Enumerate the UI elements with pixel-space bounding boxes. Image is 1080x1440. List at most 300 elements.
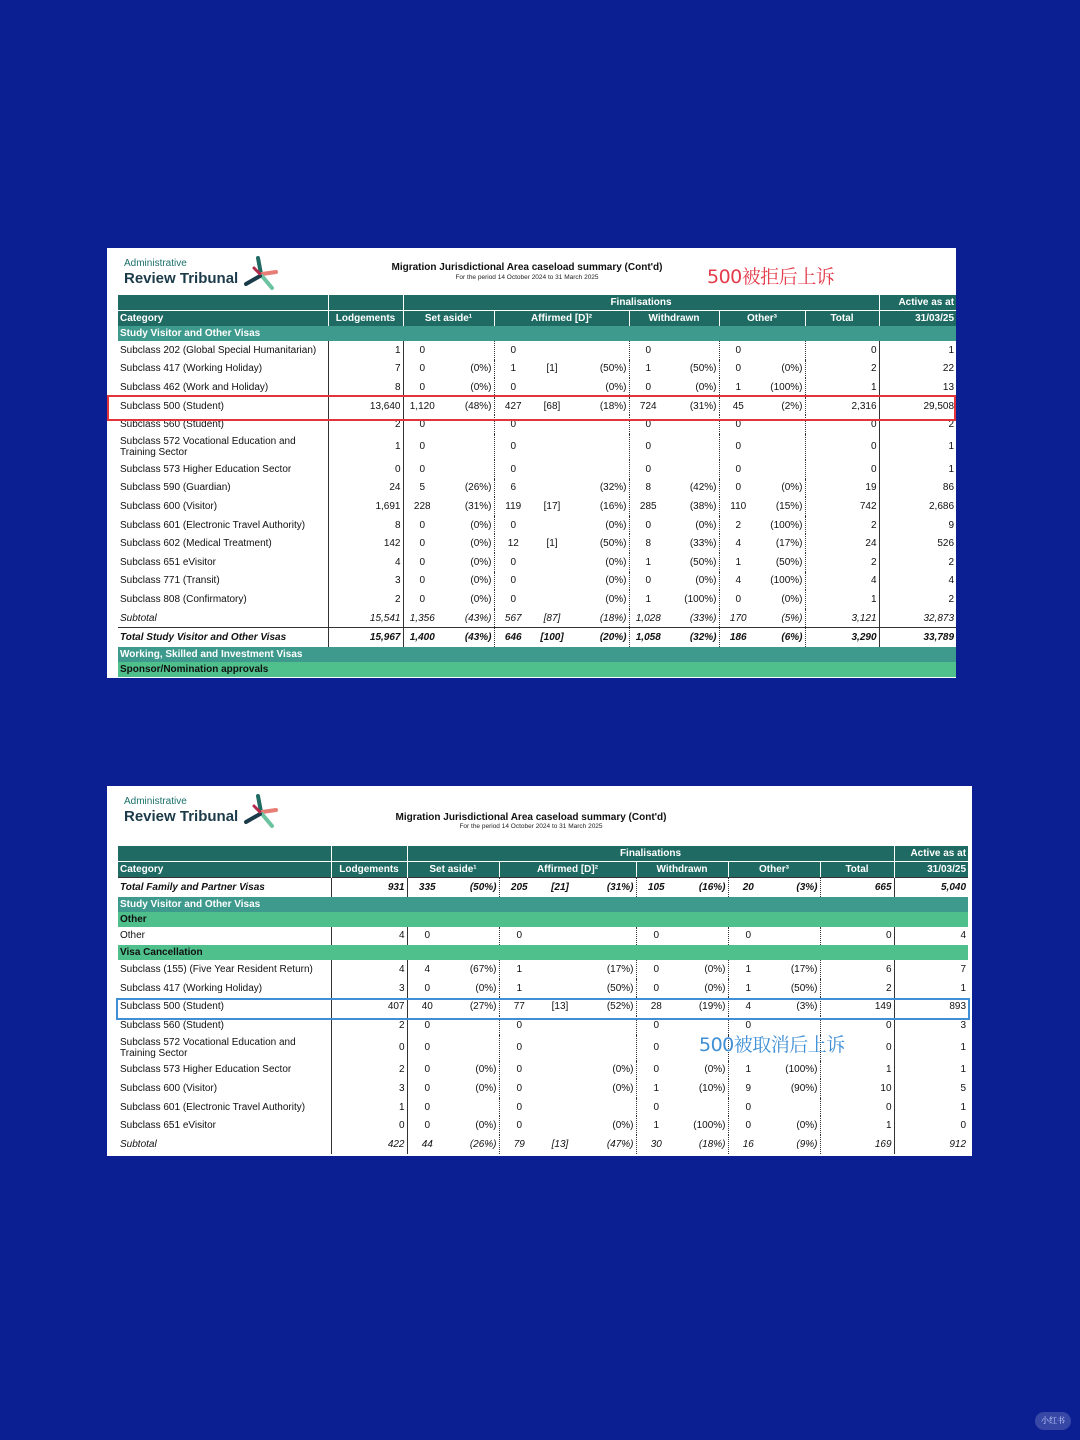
row-affirmed: 0 xyxy=(510,519,517,531)
table-row xyxy=(118,979,968,998)
row-set-aside: 1,120 xyxy=(409,400,435,412)
row-affirmed: 1 xyxy=(516,982,523,994)
header-active-1: Active as at xyxy=(894,846,968,862)
row-other-pct: (17%) xyxy=(768,960,820,979)
subtotal-other: 170 xyxy=(729,612,747,624)
header-total: Total xyxy=(820,862,894,878)
family-total-lodgements: 931 xyxy=(331,878,407,897)
header-active-2: 31/03/25 xyxy=(894,862,968,878)
row-affirmed: 119 xyxy=(505,500,522,512)
row-affirmed-d: [13] xyxy=(551,1001,569,1013)
table-header-row-2 xyxy=(118,862,968,878)
row-withdrawn: 0 xyxy=(653,1101,660,1113)
subtotal-active: 32,873 xyxy=(923,612,955,624)
row-active: 1 xyxy=(960,1101,967,1113)
row-other-pct xyxy=(757,434,805,460)
row-other-pct xyxy=(757,341,805,360)
row-affirmed-d xyxy=(539,1016,581,1035)
table-row xyxy=(118,1116,968,1135)
subtotal-set-aside-pct: (26%) xyxy=(447,1135,499,1154)
row-other: 0 xyxy=(745,1019,752,1031)
row-affirmed: 0 xyxy=(516,930,523,942)
row-affirmed: 0 xyxy=(516,1064,523,1076)
subtotal-row xyxy=(118,1135,968,1154)
header-category: Category xyxy=(118,311,328,327)
table-row xyxy=(118,960,968,979)
row-lodgements: 4 xyxy=(328,553,403,572)
subtotal-affirmed-d: [87] xyxy=(543,612,561,624)
table-row xyxy=(118,590,956,609)
row-affirmed-d xyxy=(532,460,572,479)
row-set-aside-pct: (0%) xyxy=(447,1116,499,1135)
row-other-pct: (17%) xyxy=(757,534,805,553)
row-active: 2,686 xyxy=(929,500,955,512)
row-lodgements: 1,691 xyxy=(328,497,403,516)
subtotal-other-pct: (5%) xyxy=(757,609,805,628)
subsection-other: Other xyxy=(118,912,968,927)
row-set-aside-pct: (0%) xyxy=(441,590,494,609)
row-total: 4 xyxy=(805,572,879,591)
row-withdrawn: 0 xyxy=(653,930,660,942)
row-set-aside: 0 xyxy=(424,1019,431,1031)
row-set-aside: 0 xyxy=(419,519,426,531)
row-lodgements: 1 xyxy=(328,434,403,460)
row-set-aside-pct xyxy=(447,927,499,946)
row-other: 1 xyxy=(745,1064,752,1076)
row-set-aside-pct: (0%) xyxy=(441,378,494,397)
subtotal-other: 16 xyxy=(742,1138,754,1150)
row-other-pct: (90%) xyxy=(768,1079,820,1098)
row-set-aside-pct: (67%) xyxy=(447,960,499,979)
family-total-affirmed: 205 xyxy=(499,878,539,897)
row-affirmed-pct: (0%) xyxy=(572,553,629,572)
row-lodgements: 8 xyxy=(328,516,403,535)
row-affirmed-d xyxy=(532,415,572,434)
total-active: 33,789 xyxy=(879,628,956,647)
total-lodgements: 15,967 xyxy=(328,628,403,647)
row-affirmed-pct: (0%) xyxy=(572,572,629,591)
document-title: Migration Jurisdictional Area caseload summary (Cont'd) xyxy=(391,262,663,273)
subtotal-set-aside: 44 xyxy=(421,1138,433,1150)
row-total: 0 xyxy=(820,1016,894,1035)
row-set-aside-pct: (0%) xyxy=(447,979,499,998)
row-other-pct xyxy=(768,1098,820,1117)
family-total-set-aside-pct: (50%) xyxy=(447,878,499,897)
row-total: 10 xyxy=(820,1079,894,1098)
row-category: Subclass 202 (Global Special Humanitarian) xyxy=(118,341,328,360)
header-lodgements: Lodgements xyxy=(328,311,403,327)
row-set-aside-pct: (0%) xyxy=(447,1079,499,1098)
table-row xyxy=(118,534,956,553)
section-working-skilled: Working, Skilled and Investment Visas xyxy=(118,647,956,662)
row-total: 0 xyxy=(820,1035,894,1061)
document-period: For the period 14 October 2024 to 31 March 2025 xyxy=(455,274,599,281)
row-set-aside-pct xyxy=(441,341,494,360)
row-set-aside: 0 xyxy=(419,363,426,375)
row-set-aside: 0 xyxy=(419,556,426,568)
logo-small-text: Administrative xyxy=(124,796,187,807)
row-other-pct: (100%) xyxy=(757,572,805,591)
row-active: 1 xyxy=(960,1064,967,1076)
row-affirmed-d: [1] xyxy=(546,363,558,375)
row-category: Subclass 651 eVisitor xyxy=(118,553,328,572)
row-total: 0 xyxy=(820,927,894,946)
row-affirmed: 0 xyxy=(510,441,517,453)
row-other: 0 xyxy=(735,441,742,453)
row-category: Subclass 602 (Medical Treatment) xyxy=(118,534,328,553)
table-row xyxy=(118,572,956,591)
row-category: Subclass 573 Higher Education Sector xyxy=(118,1061,331,1080)
row-lodgements: 0 xyxy=(331,1116,407,1135)
row-set-aside-pct: (31%) xyxy=(441,497,494,516)
row-affirmed-d xyxy=(532,553,572,572)
row-withdrawn-pct: (10%) xyxy=(676,1079,728,1098)
family-total-category: Total Family and Partner Visas xyxy=(118,878,331,897)
row-other: 0 xyxy=(745,1120,752,1132)
row-active: 3 xyxy=(960,1019,967,1031)
row-affirmed-d xyxy=(539,1079,581,1098)
family-total-affirmed-d: [21] xyxy=(539,878,581,897)
table-row xyxy=(118,927,968,946)
row-set-aside: 0 xyxy=(424,1042,431,1054)
subtotal-affirmed: 567 xyxy=(504,612,522,624)
family-total-withdrawn-pct: (16%) xyxy=(676,878,728,897)
row-withdrawn: 1 xyxy=(653,1082,660,1094)
caseload-table-2 xyxy=(118,846,968,1154)
row-affirmed-d xyxy=(532,341,572,360)
row-lodgements: 2 xyxy=(331,1061,407,1080)
row-other-pct: (100%) xyxy=(757,516,805,535)
subtotal-withdrawn: 1,028 xyxy=(635,612,661,624)
row-other-pct: (50%) xyxy=(768,979,820,998)
row-other: 0 xyxy=(735,593,742,605)
family-total-other-pct: (3%) xyxy=(768,878,820,897)
header-other: Other³ xyxy=(728,862,820,878)
row-total: 0 xyxy=(805,341,879,360)
table-row xyxy=(118,497,956,516)
row-set-aside: 0 xyxy=(419,575,426,587)
row-set-aside: 0 xyxy=(424,1064,431,1076)
row-other: 4 xyxy=(745,1001,752,1013)
subtotal-category: Subtotal xyxy=(118,609,328,628)
annotation-cancellation: 500被取消后上诉 xyxy=(699,1034,845,1056)
row-affirmed-d xyxy=(539,1116,581,1135)
row-affirmed-d xyxy=(539,1035,581,1061)
row-set-aside-pct xyxy=(441,460,494,479)
table-row xyxy=(118,397,956,416)
table-body-1 xyxy=(118,341,956,609)
row-lodgements: 7 xyxy=(328,360,403,379)
row-affirmed-pct: (0%) xyxy=(581,1061,636,1080)
row-lodgements: 2 xyxy=(328,415,403,434)
row-withdrawn: 0 xyxy=(645,419,652,431)
row-set-aside-pct xyxy=(447,1035,499,1061)
row-other-pct: (15%) xyxy=(757,497,805,516)
document-panel-refusal xyxy=(107,248,956,678)
row-active: 7 xyxy=(960,963,967,975)
logo-big-text: Review Tribunal xyxy=(124,270,239,287)
family-total-withdrawn: 105 xyxy=(636,878,676,897)
row-category: Subclass 500 (Student) xyxy=(118,997,331,1016)
row-active: 86 xyxy=(942,482,955,494)
row-affirmed: 0 xyxy=(510,556,517,568)
total-affirmed: 646 xyxy=(494,628,532,647)
row-withdrawn: 0 xyxy=(653,982,660,994)
row-other: 4 xyxy=(735,575,742,587)
subtotal-total: 3,121 xyxy=(805,609,879,628)
row-affirmed: 1 xyxy=(516,963,523,975)
row-affirmed: 0 xyxy=(510,419,517,431)
row-total: 0 xyxy=(805,434,879,460)
header-withdrawn: Withdrawn xyxy=(636,862,728,878)
row-withdrawn-pct: (19%) xyxy=(676,997,728,1016)
row-active: 1 xyxy=(948,344,955,356)
row-withdrawn-pct xyxy=(676,1098,728,1117)
row-affirmed-pct: (50%) xyxy=(572,534,629,553)
row-total: 0 xyxy=(805,460,879,479)
row-lodgements: 8 xyxy=(328,378,403,397)
row-set-aside-pct: (0%) xyxy=(447,1061,499,1080)
row-active: 2 xyxy=(948,556,955,568)
row-withdrawn-pct: (100%) xyxy=(667,590,719,609)
tribunal-logo xyxy=(124,258,238,288)
row-affirmed-pct: (0%) xyxy=(581,1079,636,1098)
total-affirmed-d: [100] xyxy=(532,628,572,647)
row-total: 24 xyxy=(805,534,879,553)
row-withdrawn: 28 xyxy=(650,1001,662,1013)
table-row xyxy=(118,479,956,498)
row-other: 1 xyxy=(735,381,742,393)
row-set-aside-pct: (0%) xyxy=(441,360,494,379)
row-lodgements: 1 xyxy=(328,341,403,360)
row-withdrawn-pct: (0%) xyxy=(676,1061,728,1080)
subtotal-withdrawn-pct: (18%) xyxy=(676,1135,728,1154)
row-set-aside-pct xyxy=(441,434,494,460)
table-header-row-1 xyxy=(118,846,968,862)
row-category: Subclass 500 (Student) xyxy=(118,397,328,416)
family-total-other: 20 xyxy=(728,878,768,897)
row-lodgements: 0 xyxy=(331,1035,407,1061)
table-row xyxy=(118,1061,968,1080)
row-withdrawn-pct: (0%) xyxy=(676,960,728,979)
subtotal-row xyxy=(118,609,956,628)
family-total-affirmed-pct: (31%) xyxy=(581,878,636,897)
row-affirmed-pct: (0%) xyxy=(572,378,629,397)
logo-big-text: Review Tribunal xyxy=(124,808,239,825)
row-total: 1 xyxy=(820,1061,894,1080)
row-active: 13 xyxy=(942,381,955,393)
family-total-row xyxy=(118,878,968,897)
row-affirmed: 0 xyxy=(510,593,517,605)
row-set-aside: 0 xyxy=(419,441,426,453)
row-affirmed-d xyxy=(539,1098,581,1117)
row-affirmed-pct xyxy=(581,927,636,946)
row-lodgements: 1 xyxy=(331,1098,407,1117)
row-affirmed-pct: (50%) xyxy=(581,979,636,998)
row-affirmed-pct xyxy=(572,341,629,360)
row-affirmed-d xyxy=(532,572,572,591)
section-row xyxy=(118,326,956,341)
row-set-aside-pct xyxy=(447,1098,499,1117)
row-affirmed: 12 xyxy=(507,538,519,550)
table-row xyxy=(118,415,956,434)
row-category: Subclass 771 (Transit) xyxy=(118,572,328,591)
row-other-pct xyxy=(768,927,820,946)
row-other-pct: (100%) xyxy=(757,378,805,397)
section-sponsor-nomination: Sponsor/Nomination approvals xyxy=(118,662,956,677)
row-category: Subclass 573 Higher Education Sector xyxy=(118,460,328,479)
row-withdrawn: 724 xyxy=(639,400,657,412)
row-affirmed: 0 xyxy=(516,1082,523,1094)
logo-small-text: Administrative xyxy=(124,258,187,269)
row-affirmed-pct: (32%) xyxy=(572,479,629,498)
row-affirmed: 0 xyxy=(516,1101,523,1113)
row-set-aside: 0 xyxy=(424,982,431,994)
section-study-visitor: Study Visitor and Other Visas xyxy=(118,326,956,341)
row-other: 9 xyxy=(745,1082,752,1094)
row-total: 149 xyxy=(820,997,894,1016)
row-set-aside: 228 xyxy=(413,500,431,512)
row-affirmed-d xyxy=(532,434,572,460)
subtotal-total: 169 xyxy=(820,1135,894,1154)
total-row xyxy=(118,628,956,647)
row-affirmed-pct: (0%) xyxy=(572,516,629,535)
row-affirmed: 0 xyxy=(516,1120,523,1132)
row-lodgements: 13,640 xyxy=(328,397,403,416)
family-total-total: 665 xyxy=(820,878,894,897)
row-withdrawn-pct: (42%) xyxy=(667,479,719,498)
row-other: 0 xyxy=(735,344,742,356)
row-lodgements: 407 xyxy=(331,997,407,1016)
row-total: 2 xyxy=(820,979,894,998)
row-lodgements: 3 xyxy=(331,979,407,998)
row-category: Subclass 560 (Student) xyxy=(118,1016,331,1035)
row-affirmed-d xyxy=(539,1061,581,1080)
row-withdrawn-pct: (0%) xyxy=(667,572,719,591)
row-affirmed-d xyxy=(539,979,581,998)
row-affirmed: 0 xyxy=(516,1019,523,1031)
row-set-aside-pct xyxy=(441,415,494,434)
section-row-2 xyxy=(118,647,956,662)
row-total: 1 xyxy=(805,590,879,609)
table-row xyxy=(118,460,956,479)
header-finalisations: Finalisations xyxy=(403,295,879,311)
row-other-pct xyxy=(757,415,805,434)
row-affirmed: 0 xyxy=(510,381,517,393)
row-affirmed-pct: (50%) xyxy=(572,360,629,379)
tribunal-logo-mark-icon xyxy=(238,256,282,294)
row-withdrawn-pct: (100%) xyxy=(676,1116,728,1135)
row-withdrawn: 1 xyxy=(645,363,652,375)
family-total-set-aside: 335 xyxy=(407,878,447,897)
subtotal-withdrawn-pct: (33%) xyxy=(667,609,719,628)
row-affirmed-d xyxy=(532,516,572,535)
row-withdrawn: 0 xyxy=(645,344,652,356)
row-affirmed-pct xyxy=(572,434,629,460)
row-category: Subclass (155) (Five Year Resident Return) xyxy=(118,960,331,979)
row-set-aside: 5 xyxy=(419,482,426,494)
row-affirmed: 427 xyxy=(504,400,522,412)
row-set-aside: 0 xyxy=(424,930,431,942)
table-row xyxy=(118,516,956,535)
row-active: 4 xyxy=(948,575,955,587)
row-lodgements: 4 xyxy=(331,927,407,946)
section-row-3 xyxy=(118,662,956,677)
subtotal-lodgements: 15,541 xyxy=(328,609,403,628)
row-withdrawn: 0 xyxy=(645,381,652,393)
row-category: Subclass 600 (Visitor) xyxy=(118,1079,331,1098)
row-lodgements: 2 xyxy=(331,1016,407,1035)
table-row xyxy=(118,553,956,572)
total-set-aside-pct: (43%) xyxy=(441,628,494,647)
row-active: 526 xyxy=(937,538,955,550)
row-affirmed-pct: (0%) xyxy=(572,590,629,609)
row-category: Subclass 590 (Guardian) xyxy=(118,479,328,498)
row-affirmed-d: [1] xyxy=(546,538,558,550)
row-set-aside: 0 xyxy=(419,593,426,605)
table-row xyxy=(118,1079,968,1098)
row-other-pct: (50%) xyxy=(757,553,805,572)
row-affirmed-pct: (17%) xyxy=(581,960,636,979)
tribunal-logo-2 xyxy=(124,796,238,826)
row-total: 1 xyxy=(820,1116,894,1135)
row-lodgements: 2 xyxy=(328,590,403,609)
row-total: 19 xyxy=(805,479,879,498)
row-active: 1 xyxy=(960,982,967,994)
total-other: 186 xyxy=(719,628,757,647)
header-withdrawn: Withdrawn xyxy=(629,311,719,327)
header-category: Category xyxy=(118,862,331,878)
subsection-visa-cancellation: Visa Cancellation xyxy=(118,945,968,960)
row-withdrawn: 0 xyxy=(653,963,660,975)
row-withdrawn-pct: (0%) xyxy=(667,516,719,535)
row-other: 0 xyxy=(735,482,742,494)
row-affirmed-pct xyxy=(581,1098,636,1117)
row-set-aside: 0 xyxy=(419,419,426,431)
annotation-refusal: 500被拒后上诉 xyxy=(707,266,835,288)
subtotal-affirmed: 79 xyxy=(513,1138,525,1150)
row-affirmed-pct: (52%) xyxy=(581,997,636,1016)
row-other-pct: (0%) xyxy=(757,479,805,498)
row-lodgements: 3 xyxy=(331,1079,407,1098)
row-category: Other xyxy=(118,927,331,946)
header-lodgements: Lodgements xyxy=(331,862,407,878)
row-withdrawn-pct: (0%) xyxy=(667,378,719,397)
row-withdrawn: 0 xyxy=(645,441,652,453)
header-active-2: 31/03/25 xyxy=(879,311,956,327)
row-affirmed-d: [17] xyxy=(543,500,561,512)
row-affirmed-pct xyxy=(581,1016,636,1035)
row-withdrawn: 0 xyxy=(645,463,652,475)
subtotal-affirmed-pct: (18%) xyxy=(572,609,629,628)
row-total: 2,316 xyxy=(805,397,879,416)
row-other-pct: (2%) xyxy=(757,397,805,416)
header-active-1: Active as at xyxy=(879,295,956,311)
watermark-badge: 小红书 xyxy=(1035,1412,1071,1430)
row-set-aside: 0 xyxy=(419,463,426,475)
row-active: 29,508 xyxy=(923,400,955,412)
row-category: Subclass 417 (Working Holiday) xyxy=(118,360,328,379)
row-other-pct: (0%) xyxy=(757,360,805,379)
row-withdrawn: 1 xyxy=(645,593,652,605)
row-other: 1 xyxy=(745,982,752,994)
row-set-aside-pct: (0%) xyxy=(441,516,494,535)
header-set-aside: Set aside¹ xyxy=(403,311,494,327)
row-lodgements: 3 xyxy=(328,572,403,591)
row-other: 45 xyxy=(732,400,744,412)
row-set-aside-pct: (0%) xyxy=(441,553,494,572)
row-withdrawn: 1 xyxy=(653,1120,660,1132)
